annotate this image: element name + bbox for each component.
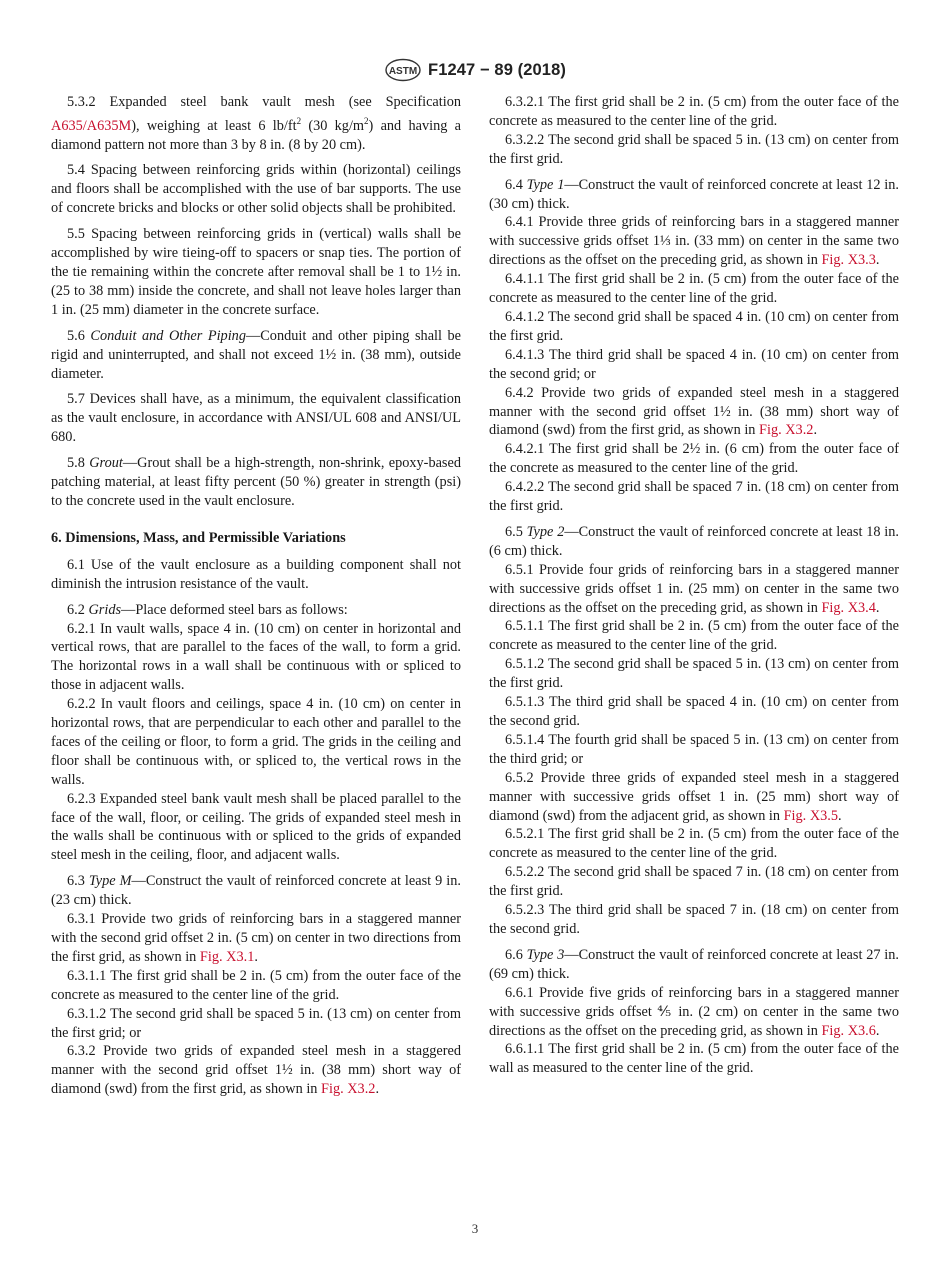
para-6-5-1-1: 6.5.1.1 The first grid shall be 2 in. (5 cm) from the outer face of the concrete as measured to the center line of the grid. [489,618,899,654]
para-6-5-2-3: 6.5.2.3 The third grid shall be spaced 7 in. (18 cm) on center from the second grid. [489,902,899,937]
para-6-5-1-2: 6.5.1.2 The second grid shall be spaced 5 in. (13 cm) on center from the first grid. [489,656,899,692]
para-6-3-1-2: 6.3.1.2 The second grid shall be spaced 5 in. (13 cm) on center from the first grid; or [51,1005,461,1041]
para-6-4-1-2: 6.4.1.2 The second grid shall be spaced 4 in. (10 cm) on center from the first grid. [489,308,899,344]
fig-link-x3-2b[interactable]: Fig. X3.2 [759,422,814,439]
fig-link-x3-2[interactable]: Fig. X3.2 [321,1081,376,1098]
para-6-3-1-1: 6.3.1.1 The first grid shall be 2 in. (5 cm) from the outer face of the concrete as measured to the center line of the grid. [51,967,461,1003]
fig-link-x3-5[interactable]: Fig. X3.5 [783,807,839,824]
para-6-2-1: 6.2.1 In vault walls, space 4 in. (10 cm) on center in horizontal and vertical rows, that are parallel to the faces of the wall, to form a grid. The horizontal rows in a wall shall be continuous with or spliced to those in adjacent walls. [51,620,461,694]
page-number: 3 [471,1221,479,1236]
astm-logo-icon [384,58,422,82]
para-6-3-2-1: 6.3.2.1 The first grid shall be 2 in. (5 cm) from the outer face of the concrete as measured to the center line of the grid. [489,94,899,129]
para-6-2: 6.2 Grids—Place deformed steel bars as follows: [67,601,348,618]
fig-link-x3-3[interactable]: Fig. X3.3 [821,252,876,269]
para-6-4-2-2: 6.4.2.2 The second grid shall be spaced 7 in. (18 cm) on center from the first grid. [489,479,899,515]
spec-link-a635[interactable]: A635/A635M [51,117,132,134]
para-5-4: 5.4 Spacing between reinforcing grids within (horizontal) ceilings and floors shall be accomplished with the use of bar supports. The use of concrete bricks and blocks or other solid objects shall be prohibited. [51,162,461,217]
para-6-5: 6.5 Type 2—Construct the vault of reinforced concrete at least 18 in. (6 cm) thick. [489,523,899,559]
para-5-7: 5.7 Devices shall have, as a minimum, the equivalent classification as the vault enclosure, in accordance with ANSI/UL 608 and ANSI/UL 680. [51,391,461,446]
para-5-6: 5.6 Conduit and Other Piping—Conduit and other piping shall be rigid and uninterrupted, and shall not exceed 1½ in. (38 mm), outside diameter. [51,327,461,382]
para-6-3: 6.3 Type M—Construct the vault of reinforced concrete at least 9 in. (23 cm) thick. [51,873,461,909]
para-6-5-2: 6.5.2 Provide three grids of expanded steel mesh in a staggered manner with successive grids offset 1 in. (25 mm) short way of diamond (swd) from the adjacent grid, as shown in Fig. X3.5. [489,769,899,824]
para-6-6-1-1: 6.6.1.1 The first grid shall be 2 in. (5 cm) from the outer face of the wall as measured to the center line of the grid. [489,1041,899,1077]
para-6-4-2: 6.4.2 Provide two grids of expanded steel mesh in a staggered manner with the second grid offset 1½ in. (38 mm) short way of diamond (swd) from the first grid, as shown in Fig. X3.2. [489,384,899,439]
para-6-3-1: 6.3.1 Provide two grids of reinforcing bars in a staggered manner with the second grid offset 2 in. (5 cm) on center in two directions from the first grid, as shown in Fig. X3.1. [51,911,461,965]
para-6-3-2: 6.3.2 Provide two grids of expanded steel mesh in a staggered manner with the second grid offset 1½ in. (38 mm) short way of diamond (swd) from the first grid, as shown in Fig. X3.2. [51,1043,461,1098]
para-6-5-2-2: 6.5.2.2 The second grid shall be spaced 7 in. (18 cm) on center from the first grid. [489,864,899,900]
para-6-6-1: 6.6.1 Provide five grids of reinforcing bars in a staggered manner with successive grids offset ⅘ in. (2 cm) on center in the same two directions as the offset on the preceding grid, as shown in Fig. X3.6. [489,984,899,1039]
right-column [489,93,899,1078]
fig-link-x3-1[interactable]: Fig. X3.1 [199,948,255,965]
para-6-5-2-1: 6.5.2.1 The first grid shall be 2 in. (5 cm) from the outer face of the concrete as measured to the center line of the grid. [489,826,899,862]
fig-link-x3-4[interactable]: Fig. X3.4 [821,599,876,616]
para-6-2-2: 6.2.2 In vault floors and ceilings, space 4 in. (10 cm) on center in horizontal rows, that are perpendicular to each other and parallel to the faces of the ceiling or floor, to form a grid. The grids in the ceiling and floor shall be continuous with, or spliced to, the vertical rows in the walls. [51,696,461,788]
page-header [0,57,950,83]
para-6-6: 6.6 Type 3—Construct the vault of reinforced concrete at least 27 in. (69 cm) thick. [489,946,899,982]
para-6-4: 6.4 Type 1—Construct the vault of reinforced concrete at least 12 in. (30 cm) thick. [489,176,899,212]
para-6-2-3: 6.2.3 Expanded steel bank vault mesh shall be placed parallel to the face of the wall, floor, or ceiling. The grids of expanded steel mesh in the walls shall be continuous with or spliced to the grids of expanded steel mesh in the ceiling, floor, and adjacent walls. [51,790,461,864]
para-6-5-1-4: 6.5.1.4 The fourth grid shall be spaced 5 in. (13 cm) on center from the third grid; or [489,731,899,767]
standard-designation: F1247 − 89 (2018) [428,60,566,79]
svg-text:ASTM: ASTM [388,66,418,77]
fig-link-x3-6[interactable]: Fig. X3.6 [821,1022,876,1039]
para-6-5-1-3: 6.5.1.3 The third grid shall be spaced 4 in. (10 cm) on center from the second grid. [489,694,899,729]
para-6-5-1: 6.5.1 Provide four grids of reinforcing bars in a staggered manner with successive grids offset 1 in. (25 mm) on center in the same two directions as the offset on the preceding grid, as shown in Fig. X3.4. [489,561,899,616]
section-6-heading: 6. Dimensions, Mass, and Permissible Variations [51,529,346,546]
para-6-3-2-2: 6.3.2.2 The second grid shall be spaced 5 in. (13 cm) on center from the first grid. [489,131,899,167]
para-6-4-1: 6.4.1 Provide three grids of reinforcing bars in a staggered manner with successive grids offset 1⅓ in. (33 mm) on center in the same two directions as the offset on the preceding grid, as shown in Fig. X3.3. [489,214,899,269]
para-6-4-1-3: 6.4.1.3 The third grid shall be spaced 4 in. (10 cm) on center from the second grid; or [489,346,899,382]
para-5-8: 5.8 Grout—Grout shall be a high-strength, non-shrink, epoxy-based patching material, at least fifty percent (50 %) greater in strength (psi) to the concrete used in the vault enclosure. [51,455,461,509]
para-5-3-2: 5.3.2 Expanded steel bank vault mesh (see Specification A635/A635M), weighing at least 6 $lb/ft^2$ (30 $kg/m^2$) and having a diamond pattern not more than 3 by 8 in. (8 by 20 cm). [51,94,461,153]
para-6-4-1-1: 6.4.1.1 The first grid shall be 2 in. (5 cm) from the outer face of the concrete as measured to the center line of the grid. [489,271,899,307]
para-6-4-2-1: 6.4.2.1 The first grid shall be 2½ in. (6 cm) from the outer face of the concrete as measured to the center line of the grid. [489,441,899,477]
left-column [51,93,461,1099]
para-5-5: 5.5 Spacing between reinforcing grids in (vertical) walls shall be accomplished by wire tieing-off to spacers or snap ties. The portion of the tie remaining within the concrete after removal shall be 1 to 1½ in. (25 to 38 mm) inside the concrete, and shall not leave holes larger than 1 in. (25 mm) diameter in the concrete surface. [51,226,461,318]
para-6-1: 6.1 Use of the vault enclosure as a building component shall not diminish the intrusion resistance of the vault. [51,556,461,592]
